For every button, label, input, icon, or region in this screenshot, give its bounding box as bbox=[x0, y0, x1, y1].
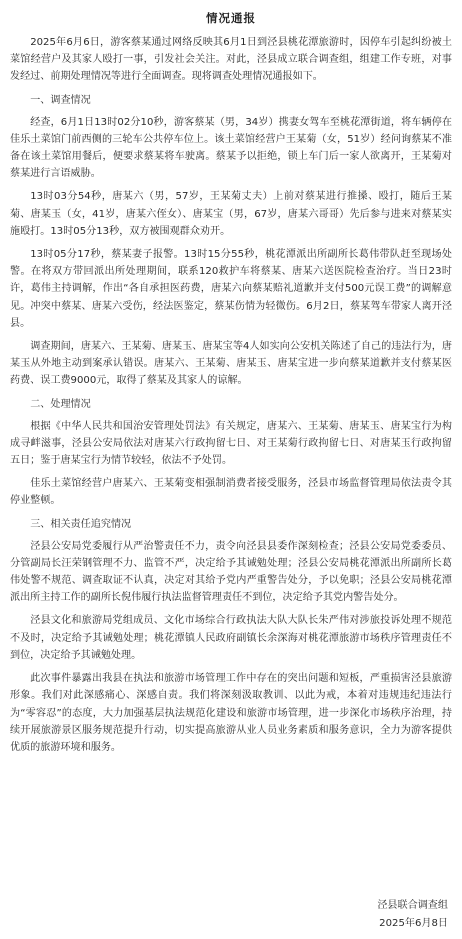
signature-org: 泾县联合调查组 bbox=[377, 900, 448, 911]
section2-paragraph: 佳乐土菜馆经营户唐某六、王某菊变相强制消费者接受服务，泾县市场监督管理局依法责令其停业整顿。 bbox=[10, 478, 452, 507]
document-title: 情况通报 bbox=[206, 11, 256, 25]
section3-heading: 三、相关责任追究情况 bbox=[30, 518, 132, 530]
section1-paragraph: 调查期间，唐某六、王某菊、唐某玉、唐某宝等4人如实向公安机关陈述了自己的违法行为，唐某玉从外地主动到案承认错误。唐某六、王某菊、唐某玉、唐某宝进一步向蔡某道歉并支付蔡某医药费、误工费9000元，取得了蔡某及其家人的谅解。 bbox=[10, 341, 452, 387]
signature-block bbox=[377, 897, 452, 933]
section3-paragraph: 泾县文化和旅游局党组成员、文化市场综合行政执法大队大队长朱严伟对涉旅投诉处理不规范不及时，决定给予其诫勉处理；桃花潭镇人民政府副镇长余深海对桃花潭旅游市场秩序管理责任不到位，决定给予其诫勉处理。 bbox=[10, 615, 452, 661]
section1-paragraph: 经查，6月1日13时02分10秒，游客蔡某（男，34岁）携妻女驾车至桃花潭街道，将车辆停在佳乐土菜馆门前西侧的三轮车公共停车位上。该土菜馆经营户王某菊（女，51岁）经问询蔡某不准备在该土菜馆用餐后，便要求蔡某将车驶离。蔡某予以拒绝，锁上车门后一家人欲离开，王某菊对蔡某进行言语威胁。 bbox=[10, 116, 452, 180]
section1-paragraph: 13时03分54秒，唐某六（男，57岁，王某菊丈夫）上前对蔡某进行推搡、殴打，随后王某菊、唐某玉（女，41岁，唐某六侄女）、唐某宝（男，67岁，唐某六哥哥）先后参与进来对蔡某实施殴打。13时05分13秒，双方被围观群众劝开。 bbox=[10, 191, 452, 237]
section2-paragraph: 根据《中华人民共和国治安管理处罚法》有关规定，唐某六、王某菊、唐某玉、唐某宝行为构成寻衅滋事，泾县公安局依法对唐某六行政拘留七日、对王某菊行政拘留七日、对唐某玉行政拘留五日；鉴于唐某宝行为情节较轻，依法不予处罚。 bbox=[10, 420, 452, 467]
section1-heading: 一、调查情况 bbox=[30, 94, 91, 106]
section3-paragraph: 此次事件暴露出我县在执法和旅游市场管理工作中存在的突出问题和短板，严重损害泾县旅游形象。我们对此深感痛心、深感自责。我们将深刻汲取教训、以此为戒，本着对违规违纪违法行为“零容忍”的态度，大力加强基层执法规范化建设和旅游市场管理，进一步深化市场秩序治理，持续开展旅游景区服务规范提升行动，切实提高旅游从业人员业务素质和服务意识，全力为游客提供优质的旅游环境和服务。 bbox=[10, 673, 452, 753]
section2-heading: 二、处理情况 bbox=[30, 398, 91, 410]
intro-paragraph: 2025年6月6日，游客蔡某通过网络反映其6月1日到泾县桃花潭旅游时，因停车引起纠纷被土菜馆经营户及其家人殴打一事，引发社会关注。对此，泾县成立联合调查组，组建工作专班，对事发经过、前期处理情况等进行全面调查。现将调查处理情况通报如下。 bbox=[10, 37, 452, 83]
section3-paragraph: 泾县公安局党委履行从严治警责任不力，责令向泾县县委作深刻检查；泾县公安局党委委员、分管副局长汪荣钢管理不力、监管不严，决定给予其诫勉处理；泾县公安局桃花潭派出所副所长葛伟处警不规范、调查取证不认真，决定对其给予党内严重警告处分，予以免职；泾县公安局桃花潭派出所主持工作的副所长倪伟履行执法监督管理责任不到位，决定给予其党内警告处分。 bbox=[10, 540, 452, 604]
signature-date: 2025年6月8日 bbox=[379, 918, 448, 929]
section1-paragraph: 13时05分17秒，蔡某妻子报警。13时15分55秒，桃花潭派出所副所长葛伟带队赶至现场处警。在将双方带回派出所处理期间，联系120救护车将蔡某、唐某六送医院检查治疗。当日23时许，葛伟主持调解，作出“各自承担医药费，唐某六向蔡某赔礼道歉并支付500元误工费”的调解意见。冲突中蔡某、唐某六受伤，经法医鉴定，蔡某伤情为轻微伤。6月2日，蔡某驾车带家人离开泾县。 bbox=[10, 249, 452, 329]
